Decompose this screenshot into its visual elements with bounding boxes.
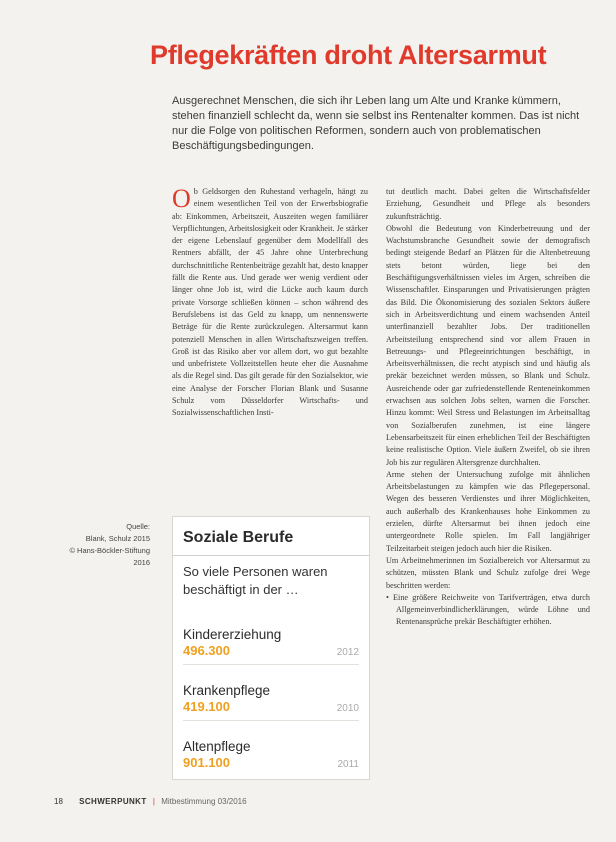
source-label: Quelle: [126,522,150,531]
source-note [40,521,150,569]
divider [183,664,359,665]
bullet-item: • Eine größere Reichweite von Tarifverträgen, etwa durch Allgemeinverbindlicherklärungen, würde Löhne und Rentenansprüche prekär Beschäftigter erhöhen. [386,592,590,627]
body-paragraph: Arme stehen der Untersuchung zufolge mit ähnlichen Arbeitsbelastungen zu kämpfen wie das Pflegepersonal. Wegen des besseren Verdienstes und ihrer Möglichkeiten, auch außerhalb des Krankenhauses hohe Einkommen zu erzielen, dürfte Altersarmut bei ihnen jedoch eine untergeordnete Rolle spielen. Im Fall langjähriger Teilzeitarbeit steigen jedoch auch hier die Risiken. [386,469,590,553]
entry-label: Altenpflege [183,739,251,754]
source-line: 2016 [133,558,150,567]
info-entry-altenpflege [183,739,359,770]
source-line: © Hans-Böckler-Stiftung [69,546,150,555]
body-paragraph: tut deutlich macht. Dabei gelten die Wirtschaftsfelder Erziehung, Gesundheit und Pflege als besonders zukunftsträchtig. [386,187,590,221]
entry-label: Krankenpflege [183,683,271,698]
page-number: 18 [54,797,63,806]
info-entry-krankenpflege [183,683,359,714]
entry-year: 2012 [336,647,359,658]
info-box-subtitle: So viele Personen waren beschäftigt in der … [183,564,328,597]
entry-year: 2010 [336,703,359,714]
entry-value: 496.300 [183,643,230,658]
body-paragraph: Um Arbeitnehmerinnen im Sozialbereich vor Altersarmut zu schützen, müssten Blank und Schulz zufolge drei Wege beschritten werden: [386,555,590,590]
body-paragraph: Obwohl die Bedeutung von Kinderbetreuung und der Wachstumsbranche Gesundheit sowie der demografisch bedingt steigende Bedarf an Plätzen für die Altenbetreuung stets betont würden, liege bei den Beschäftigungsverhältnissen vieles im Argen, schreiben die Wissenschaftler. Einsparungen und Privatisierungen prägten das Bild. Die Ökonomisierung des sozialen Sektors äußere sich in Arbeitsverdichtung und einem wachsenden Anteil unterfinanziell bezahlter Jobs. Der traditionellen Arbeitsteilung entsprechend sind vor allem Frauen in Betreuungs- und Pflegeeinrichtungen beschäftigt, in Arbeitsverhältnissen, die recht atypisch sind und häufig als prekär bezeichnet werden müssen, so Blank und Schulz. Ausreichende oder gar zufriedenstellende Renteneinkommen erwachsen aus solchen Jobs selten, warnen die Forscher. Hinzu kommt: Weil Stress und Belastungen im Arbeitsalltag von Sozialberufen zunehmen, ist eine längere Lebensarbeitszeit für einen erheblichen Teil der Beschäftigten keine realistische Option. Viele äußern Zweifel, ob sie ihren Job bis zur regulären Altersgrenze durchhalten. [386,223,590,467]
info-box-title: Soziale Berufe [183,529,294,546]
section-name: SCHWERPUNKT [79,797,147,806]
entry-value: 901.100 [183,755,230,770]
headline: Pflegekräften droht Altersarmut [150,40,547,70]
entry-value: 419.100 [183,699,230,714]
divider [173,555,369,556]
source-line: Blank, Schulz 2015 [85,534,150,543]
info-box [172,516,370,780]
entry-year: 2011 [337,759,359,770]
divider [183,720,359,721]
body-column-left [172,186,368,420]
lead-paragraph: Ausgerechnet Menschen, die sich ihr Leben lang um Alte und Kranke kümmern, stehen finanziell schlecht da, wenn sie selbst ins Rentenalter kommen. Das ist nicht nur die Folge von politischen Reformen, sondern auch von problematischen Beschäftigungsbedingungen. [172,95,580,152]
footer-separator: | [152,797,155,806]
magazine-issue: Mitbestimmung 03/2016 [161,797,247,806]
info-entry-kindererziehung [183,627,359,658]
body-column-right [386,186,590,629]
body-text: b Geldsorgen den Ruhestand verhageln, hängt zu einem wesentlichen Teil von der Erwerbsbiografie ab: Einkommen, Arbeitszeit, Auszeiten wegen familiärer Verpflichtungen, Arbeitslosigkeit oder Krankheit. Je stärker der eigene Lebenslauf gegenüber dem Modellfall des Rentners abfällt, der 45 Jahre ohne Unterbrechung durchschnittliche Rentenbeiträge gezahlt hat, desto knapper fällt die Rente aus. Und gerade wer wenig verdient oder länger ohne Job ist, wird die Lücke auch kaum durch private Vorsorge schließen können – schon während des Berufslebens ist das Geld zu knapp, um nennenswerte Beträge für die Rente zurückzulegen. Altersarmut kann potenziell Menschen in allen Wirtschaftszweigen treffen. Groß ist das Risiko aber vor allem dort, wo gut bezahlte und unbefristete Vollzeitstellen heute eher die Ausnahme als die Regel sind. Das gilt gerade für den Sozialsektor, wie eine Analyse der Forscher Florian Blank und Susanne Schulz vom Düsseldorfer Wirtschafts- und Sozialwissenschaftlichen Insti- [172,187,368,418]
entry-label: Kindererziehung [183,627,282,642]
page-footer [54,797,247,806]
drop-cap: O [172,184,191,213]
body-paragraph [172,186,368,420]
